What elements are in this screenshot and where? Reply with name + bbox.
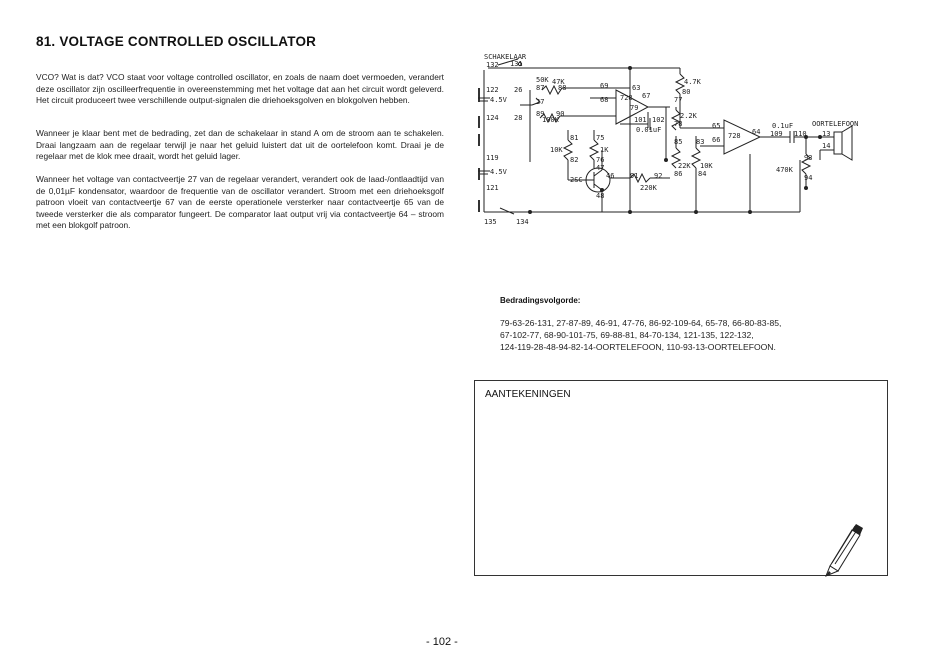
- node-label: 86: [674, 170, 683, 178]
- node-label: 66: [712, 136, 721, 144]
- node-label: 81: [570, 134, 579, 142]
- node-label: 69: [600, 82, 609, 90]
- node-label: 110: [794, 130, 807, 138]
- node-label: 92: [654, 172, 663, 180]
- node-label: 88: [558, 84, 567, 92]
- earphone-label: OORTELEFOON: [812, 120, 859, 128]
- wiring-title: Bedradingsvolgorde:: [500, 296, 581, 305]
- node-label: 119: [486, 154, 499, 162]
- node-label: 91: [630, 172, 639, 180]
- node-label: 48: [596, 192, 605, 200]
- battery-label: 4.5V: [490, 96, 507, 104]
- node-label: 47: [596, 164, 605, 172]
- node-label: 14: [822, 142, 831, 150]
- instructions-paragraph: Wanneer je klaar bent met de bedrading, zet dan de schakelaar in stand A om de stroom aan te schakelen. Draai langzaam aan de regelaar terwijl je naar het geluid luistert dat uit de oortelefoon komt. Draai je de regelaar met de klok mee draait, wordt het geluid lager.: [36, 128, 444, 162]
- node-label: 134: [516, 218, 529, 226]
- page-number: - 102 -: [426, 636, 458, 648]
- resistor-label: 47K: [552, 78, 565, 86]
- node-label: 131: [510, 60, 523, 68]
- resistor-label: 10K: [550, 146, 563, 154]
- node-label: 122: [486, 86, 499, 94]
- node-label: 63: [632, 84, 641, 92]
- explanation-paragraph: Wanneer het voltage van contactveertje 27 van de regelaar verandert, verandert ook de laad-/ontlaadtijd van de 0,01µF kondensator, waardoor de frequentie van de oscillator verandert. Stroom met een driehoeksgolf patroon vloeit van contactveertje 67 van de eerste operationele versterker naar contactveertje 65 van de tweede versterker die als comparator fungeert. De comparator laat output vrij via contactveertje 64 – stroom met een blokgolf patroon.: [36, 174, 444, 231]
- node-label: 109: [770, 130, 783, 138]
- node-label: 121: [486, 184, 499, 192]
- node-label: 76: [596, 156, 605, 164]
- capacitor-label: 0.1uF: [772, 122, 794, 130]
- node-label: 27: [536, 98, 545, 106]
- node-label: 90: [556, 110, 565, 118]
- transistor-label: 2SC: [570, 176, 583, 184]
- intro-paragraph: VCO? Wat is dat? VCO staat voor voltage controlled oscillator, en zoals de naam doet vermoeden, verandert deze oscillator zijn oscilleerfrequentie in overeenstemming met het voltage dat aan het circuit wordt geleverd. Het circuit produceert twee verschillende output-signalen die driehoeksgolven en blokgolven hebben.: [36, 72, 444, 106]
- ic-label: 728: [620, 94, 633, 102]
- resistor-label: 22K: [678, 162, 691, 170]
- node-label: 64: [752, 128, 761, 136]
- node-label: 124: [486, 114, 499, 122]
- node-label: 135: [484, 218, 497, 226]
- node-label: 46: [606, 172, 615, 180]
- resistor-label: 50K: [536, 76, 549, 84]
- node-label: 28: [514, 114, 523, 122]
- node-label: 101: [634, 116, 647, 124]
- node-label: 77: [674, 96, 683, 104]
- ic-label: 728: [728, 132, 741, 140]
- node-label: 94: [804, 174, 813, 182]
- resistor-label: 1K: [600, 146, 609, 154]
- resistor-label: 220K: [640, 184, 657, 192]
- node-label: 89: [536, 110, 545, 118]
- battery-label: 4.5V: [490, 168, 507, 176]
- wiring-line: 79-63-26-131, 27-87-89, 46-91, 47-76, 86-92-109-64, 65-78, 66-80-83-85,: [500, 318, 782, 328]
- pencil-icon: [818, 522, 864, 578]
- node-label: 68: [600, 96, 609, 104]
- resistor-label: 470K: [776, 166, 793, 174]
- resistor-label: 10K: [700, 162, 713, 170]
- node-label: 26: [514, 86, 523, 94]
- notes-title: AANTEKENINGEN: [485, 389, 571, 400]
- node-label: 93: [804, 154, 813, 162]
- resistor-label: 2.2K: [680, 112, 697, 120]
- node-label: 85: [674, 138, 683, 146]
- node-label: 75: [596, 134, 605, 142]
- node-label: 80: [682, 88, 691, 96]
- wiring-line: 67-102-77, 68-90-101-75, 69-88-81, 84-70-134, 121-135, 122-132,: [500, 330, 754, 340]
- node-label: 132: [486, 61, 499, 69]
- node-label: 79: [630, 104, 639, 112]
- capacitor-label: 0.01uF: [636, 126, 662, 134]
- switch-label: SCHAKELAAR: [484, 53, 527, 61]
- node-label: 84: [698, 170, 707, 178]
- node-label: 78: [674, 120, 683, 128]
- wiring-line: 124-119-28-48-94-82-14-OORTELEFOON, 110-93-13-OORTELEFOON.: [500, 342, 776, 352]
- node-label: 83: [696, 138, 705, 146]
- node-label: 13: [822, 130, 831, 138]
- node-label: 87: [536, 84, 545, 92]
- circuit-diagram: [470, 50, 880, 230]
- node-label: 67: [642, 92, 651, 100]
- node-label: 65: [712, 122, 721, 130]
- page-title: 81. VOLTAGE CONTROLLED OSCILLATOR: [36, 34, 317, 49]
- node-label: 82: [570, 156, 579, 164]
- node-label: 102: [652, 116, 665, 124]
- resistor-label: 100K: [542, 116, 559, 124]
- resistor-label: 4.7K: [684, 78, 701, 86]
